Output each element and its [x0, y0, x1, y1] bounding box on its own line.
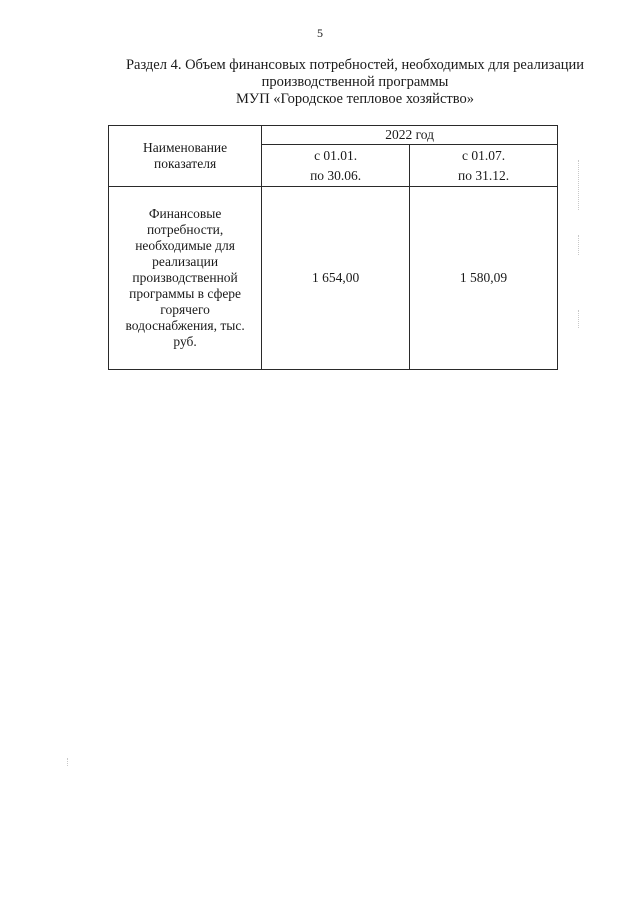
- section-heading: [100, 57, 610, 108]
- header-indicator-name: Наименование показателя: [109, 126, 262, 187]
- header-period-1: [262, 145, 410, 187]
- row-indicator-name: Финансовые потребности, необходимые для реализации производственной программы в сфере горячего водоснабжения, тыс. руб.: [109, 187, 262, 370]
- heading-line-1: Раздел 4. Объем финансовых потребностей, необходимых для реализации: [125, 57, 585, 73]
- scan-artifact: [578, 235, 580, 255]
- period-1-end: по 30.06.: [310, 167, 362, 183]
- table-header-row: [109, 126, 558, 145]
- heading-line-2: производственной программы: [261, 74, 449, 90]
- heading-line-3: МУП «Городское тепловое хозяйство»: [236, 91, 474, 107]
- scan-artifact: [578, 160, 580, 210]
- period-2-end: по 31.12.: [457, 167, 510, 183]
- financial-needs-table: [108, 125, 558, 370]
- page-number: 5: [317, 26, 323, 40]
- header-period-2: [410, 145, 558, 187]
- scan-artifact: [578, 310, 580, 328]
- row-value-period-2: 1 580,09: [410, 187, 558, 370]
- scan-artifact: [67, 758, 69, 766]
- row-value-period-1: 1 654,00: [262, 187, 410, 370]
- period-1-start: с 01.01.: [314, 147, 358, 163]
- header-year: 2022 год: [262, 126, 558, 145]
- table-row: [109, 187, 558, 370]
- period-2-start: с 01.07.: [461, 147, 506, 163]
